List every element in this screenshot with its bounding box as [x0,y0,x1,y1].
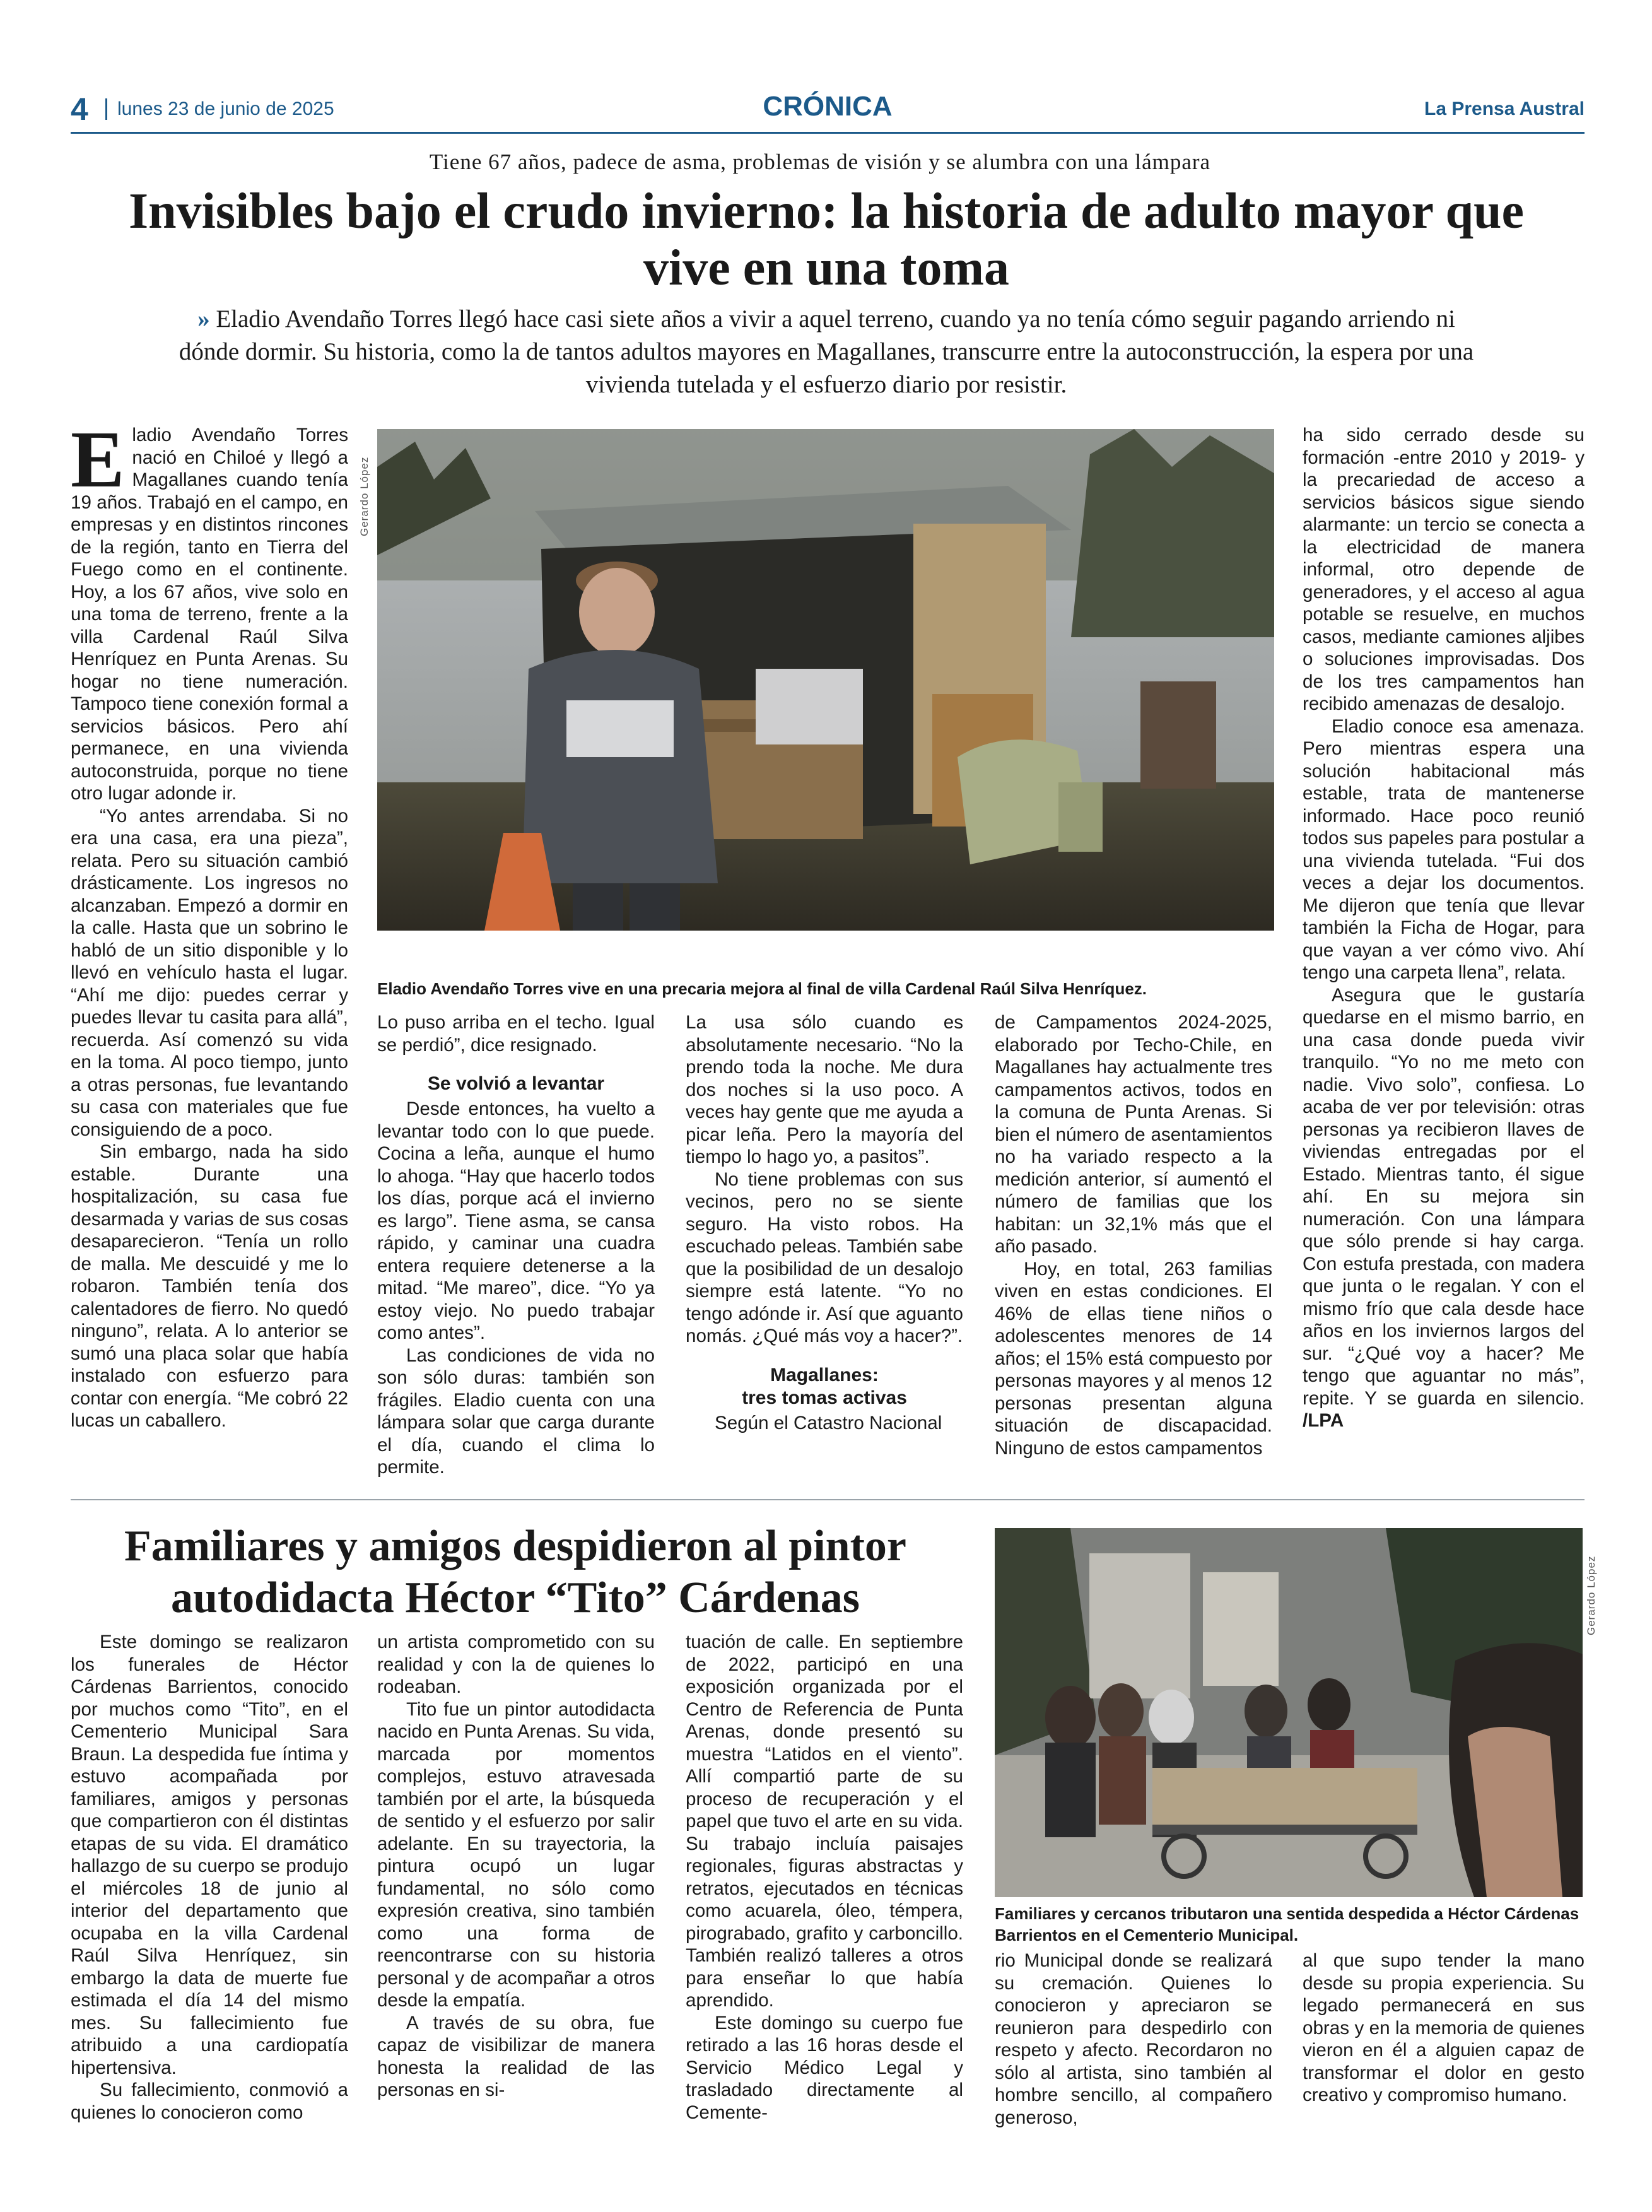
story2-paragraph: al que supo tender la mano desde su propia experiencia. Su legado permanecerá en sus obras y en la memoria de quienes vieron en él a alguien capaz de transformar el dolor en gesto creativo y compromiso humano. [1303,1950,1585,2105]
story1-subhead-magallanes: Magallanes: tres tomas activas [742,1364,907,1408]
story2-paragraph: A través de su obra, fue capaz de visibilizar de manera honesta la realidad de las personas en si- [377,2012,655,2100]
story1-column-1 [71,424,348,1484]
story2-paragraph: Su fallecimiento, conmovió a quienes lo conocieron como [71,2080,348,2123]
story1-paragraph: Desde entonces, ha vuelto a levantar todo con lo que puede. Cocina a leña, aunque el humo lo ahoga. “Hay que hacerlo todos los días, porque acá el invierno es largo”. Tiene asma, se cansa rápido, y caminar una cuadra entera requiere detenerse a la mitad. “Me mareo”, dice. “Yo ya estoy viejo. No puedo trabajar como antes”. [377,1098,655,1343]
story2-photo [995,1528,1583,1897]
story1-paragraph: Lo puso arriba en el techo. Igual se perdió”, dice resignado. [377,1012,655,1056]
story1-paragraph: Asegura que le gustaría quedarse en el mismo barrio, en una casa donde pueda vivir tranquilo. “Yo no me meto con nadie. Vivo solo”, confiesa. Lo acaba de ver por televisión: otras personas ya recibieron llaves de viviendas entregadas por el Estado. Mientras tanto, él sigue ahí. En su mejora sin numeración. Con una lámpara que sólo prende si hay carga. Con estufa prestada, con madera que junta o le regalan. Y con el mismo frío que cala desde hace años en los inviernos largos del sur. “¿Qué voy a hacer? Me tengo que aguantar no más”, repite. Y se guarda en silencio. /LPA [1303,984,1585,1431]
story2-column-1 [71,1631,348,2136]
story1-paragraph: de Campamentos 2024-2025, elaborado por Techo-Chile, en Magallanes hay actualmente tres campamentos activos, todos en la comuna de Punta Arenas. Si bien el número de asentamientos no ha variado respecto a la medición anterior, sí aumentó el número de familias que los habitan: un 32,1% más que el año pasado. [995,1012,1272,1257]
page-header [71,88,1585,134]
story2-paragraph: Este domingo se realizaron los funerales de Héctor Cárdenas Barrientos, conocido por muchos como “Tito”, en el Cementerio Municipal Sara Braun. La despedida fue íntima y estuvo acompañada por familiares, amigos y personas que compartieron con él distintas etapas de su vida. El dramático hallazgo de su cuerpo se produjo el miércoles 18 de junio al interior del departamento que ocupaba en la villa Cardenal Raúl Silva Henríquez, sin embargo la data de muerte fue estimada el día 14 del mismo mes. Su fallecimiento fue atribuido a una cardiopatía hipertensiva. [71,1632,348,2078]
story2-photo-caption: Familiares y cercanos tributaron una sentida despedida a Héctor Cárdenas Barrientos en el Cementerio Municipal. [995,1904,1579,1944]
story2-paragraph: Este domingo su cuerpo fue retirado a las 16 horas desde el Servicio Médico Legal y trasladado directamente al Cemente- [686,2012,963,2123]
story2-column-4 [995,1950,1272,2139]
story2-column-5 [1303,1950,1585,2139]
story1-paragraph: La usa sólo cuando es absolutamente necesario. “No la prendo toda la noche. Me dura dos noches si la uso poco. A veces hay gente que me ayuda a picar leña. Pero la mayoría del tiempo lo hago yo, a pasitos”. [686,1012,963,1167]
drop-cap: E [71,424,125,504]
story1-title: Invisibles bajo el crudo invierno: la historia de adulto mayor que vive en una toma [128,184,1525,296]
newspaper-name: La Prensa Austral [1424,98,1585,119]
story1-lead [177,303,1476,401]
story1-photo [377,429,1274,931]
story1-paragraph: Hoy, en total, 263 familias viven en estas condiciones. El 46% de ellas tiene niños o adolescentes menores de 14 años; el 15% está compuesto por personas mayores y al menos 12 personas presentan alguna situación de discapacidad. Ninguno de estos campamentos [995,1258,1272,1459]
story2-photo-credit: Gerardo López [1585,1555,1597,1635]
story1-paragraph: No tiene problemas con sus vecinos, pero no se siente seguro. Ha visto robos. Ha escuchado peleas. También sabe que la posibilidad de un desalojo siempre está latente. “Yo no tengo adónde ir. Así que aguanto nomás. ¿Qué más voy a hacer?”. [686,1168,963,1346]
story1-paragraph: ha sido cerrado desde su formación -entre 2010 y 2019- y la precariedad de acceso a servicios básicos sigue siendo alarmante: un tercio se conecta a la electricidad de manera informal, otro depende de generadores, y el acceso al agua potable se resuelve, en muchos casos, mediante camiones aljibes o soluciones improvisadas. Dos de los tres campamentos han recibido amenazas de desalojo. [1303,425,1585,714]
lead-arrow-icon: » [197,305,210,332]
story1-paragraph: Eladio conoce esa amenaza. Pero mientras espera una solución habitacional más estable, trata de mantenerse informado. Hace poco reunió todos sus papeles para postular a una vivienda tutelada. “Fui dos veces a dejar los documentos. Me dijeron que tenía que llevar también la Ficha de Hogar, para que vayan a ver cómo vivo. Ahí tengo una carpeta llena”, relata. [1303,715,1585,983]
story1-paragraph: Las condiciones de vida no son sólo duras: también son frágiles. Eladio cuenta con una lámpara solar que carga durante el día, cuando el clima lo permite. [377,1344,655,1478]
page-date: lunes 23 de junio de 2025 [105,98,334,120]
story2-paragraph: tuación de calle. En septiembre de 2022, participó en una exposición organizada por el Centro de Referencia de Punta Arenas, donde presentó su muestra “Latidos en el viento”. Allí compartió parte de su proceso de recuperación y el papel que tuvo el arte en su vida. Su trabajo incluía paisajes regionales, figuras abstractas y retratos, ejecutados en técnicas como acuarela, óleo, témpera, pirograbado, grafito y carboncillo. También realizó talleres a otros para enseñar lo que había aprendido. [686,1632,963,2011]
story2-title: Familiares y amigos despidieron al pintor autodidacta Héctor “Tito” Cárdenas [124,1522,906,1622]
story2-paragraph: un artista comprometido con su realidad y con la de quienes lo rodeaban. [377,1632,655,1697]
story1-paragraph: Sin embargo, nada ha sido estable. Durante una hospitalización, su casa fue desarmada y varias de sus cosas desaparecieron. “Tenía un rollo de malla. Me descuidé y me lo robaron. También tenía dos calentadores de fierro. No quedó ninguno”, relata. A lo anterior se sumó una placa solar que había instalado con esfuerzo para contar con energía. “Me cobró 22 lucas un caballero. [71,1141,348,1431]
story1-subhead-levantar: Se volvió a levantar [427,1073,605,1094]
story1-paragraph: “Yo antes arrendaba. Si no era una casa, era una pieza”, relata. Pero su situación cambió drásticamente. Los ingresos no alcanzaban. Empezó a dormir en la calle. Hasta que un sobrino le habló de un sitio disponible y lo llevó en vehículo hasta el lugar. “Ahí me dijo: puedes cerrar y puedes llevar tu casita para allá”, recuerda. Así comenzó su vida en la toma. Al poco tiempo, junto a otras personas, fue levantando su casa con materiales que fue consiguiendo de a poco. [71,805,348,1140]
story2-paragraph: rio Municipal donde se realizará su cremación. Quienes lo conocieron y apreciaron se reunieron para despedirlo con respeto y afecto. Recordaron no sólo al artista, sino también al hombre sencillo, al compañero generoso, [995,1950,1272,2128]
story1-column-2 [377,1011,655,1491]
section-name: CRÓNICA [763,91,893,122]
shack-photo-image [377,429,1274,931]
story2-column-3 [686,1631,963,2136]
story1-signature: /LPA [1303,1410,1344,1431]
story1-kicker: Tiene 67 años, padece de asma, problemas de visión y se alumbra con una lámpara [429,150,1211,174]
story1-photo-credit: Gerardo López [358,456,370,536]
funeral-photo-image [995,1528,1583,1897]
story1-column-5 [1303,424,1585,1490]
story1-paragraph: Eladio Avendaño Torres nació en Chiloé y llegó a Magallanes cuando tenía 19 años. Trabajó en el campo, en empresas y en distintos rincones de la región, tanto en Tierra del Fuego como en el continente. Hoy, a los 67 años, vive solo en una toma de terreno, frente a la villa Cardenal Raúl Silva Henríquez en Punta Arenas. Su hogar no tiene numeración. Tampoco tiene conexión formal a servicios básicos. Pero ahí permanece, en una vivienda autoconstruida, porque no tiene otro lugar adonde ir. [71,424,348,804]
story1-photo-caption: Eladio Avendaño Torres vive en una precaria mejora al final de villa Cardenal Raúl Silva Henríquez. [377,979,1147,998]
story-separator [71,1499,1585,1500]
story1-column-4 [995,1011,1272,1491]
story2-column-2 [377,1631,655,2136]
story1-paragraph: Según el Catastro Nacional [715,1412,942,1433]
story1-lead-text: Eladio Avendaño Torres llegó hace casi siete años a vivir a aquel terreno, cuando ya no tenía cómo seguir pagando arriendo ni dónde dormir. Su historia, como la de tantos adultos mayores en Magallanes, transcurre entre la autoconstrucción, la espera por una vivienda tutelada y el esfuerzo diario por resistir. [179,305,1474,398]
story1-column-3 [686,1011,963,1491]
story2-paragraph: Tito fue un pintor autodidacta nacido en Punta Arenas. Su vida, marcada por momentos complejos, estuvo atravesada también por el arte, la búsqueda de sentido y el esfuerzo por salir adelante. En su trayectoria, la pintura ocupó un lugar fundamental, no sólo como expresión creativa, sino también como una forma de reencontrarse con su historia personal y de acompañar a otros desde la empatía. [377,1698,655,2011]
page-number: 4 [71,91,88,127]
